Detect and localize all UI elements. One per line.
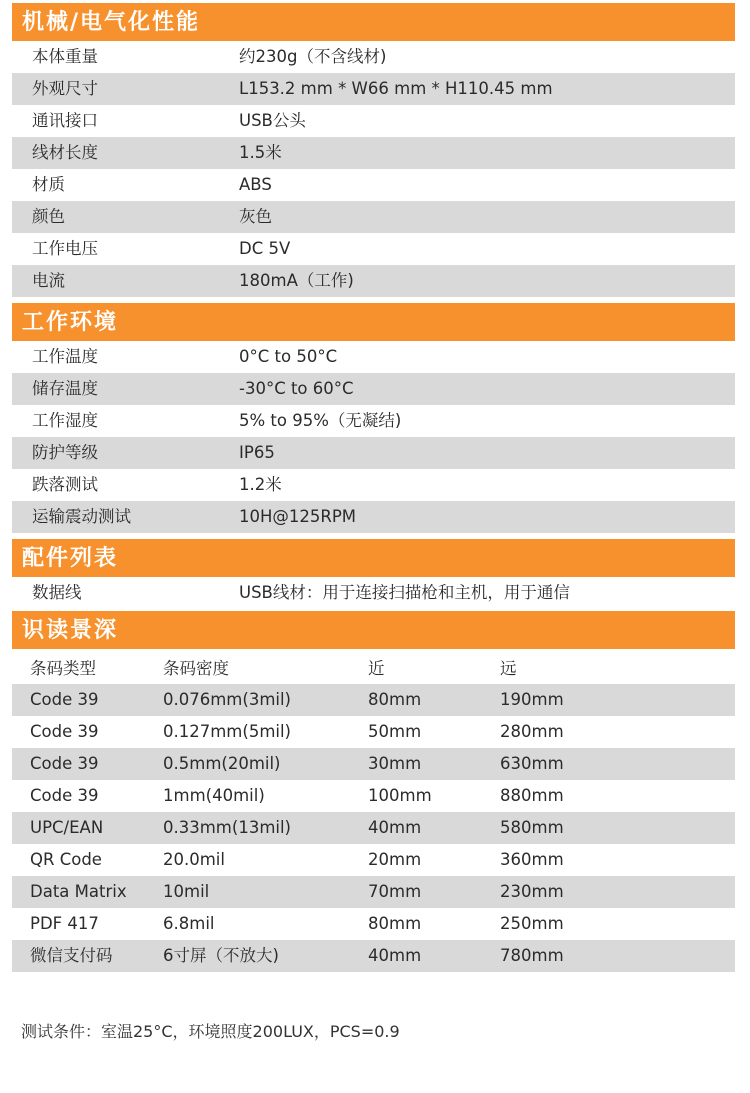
spec-row-voltage (12, 233, 735, 265)
table-row (12, 940, 735, 972)
spec-label: 防护等级 (32, 443, 98, 462)
cell-barcode-type: UPC/EAN (30, 818, 104, 837)
spec-row-dimensions (12, 73, 735, 105)
spec-label: 数据线 (32, 583, 82, 602)
spec-row-color (12, 201, 735, 233)
column-header-barcode-type: 条码类型 (30, 659, 96, 678)
column-header-near: 近 (368, 659, 385, 678)
cell-density: 20.0mil (163, 850, 225, 869)
spec-label: 材质 (32, 175, 65, 194)
column-header-density: 条码密度 (163, 659, 229, 678)
depth-table-header (12, 653, 735, 685)
spec-label: 颜色 (32, 207, 65, 226)
table-row (12, 716, 735, 748)
spec-value: USB公头 (239, 111, 306, 130)
spec-row-storage-temp (12, 373, 735, 405)
cell-near: 40mm (368, 818, 422, 837)
cell-density: 0.5mm(20mil) (163, 754, 281, 773)
spec-row-data-cable (12, 577, 735, 609)
cell-near: 100mm (368, 786, 432, 805)
table-row (12, 748, 735, 780)
spec-row-vibration-test (12, 501, 735, 533)
table-row (12, 780, 735, 812)
spec-value: USB线材：用于连接扫描枪和主机，用于通信 (239, 583, 570, 602)
cell-far: 250mm (500, 914, 564, 933)
cell-near: 70mm (368, 882, 422, 901)
cell-near: 80mm (368, 690, 422, 709)
spec-value: IP65 (239, 443, 275, 462)
cell-density: 1mm(40mil) (163, 786, 265, 805)
spec-value: ABS (239, 175, 272, 194)
cell-far: 880mm (500, 786, 564, 805)
spec-row-current (12, 265, 735, 297)
cell-near: 50mm (368, 722, 422, 741)
spec-label: 本体重量 (32, 47, 98, 66)
spec-value: 5% to 95%（无凝结) (239, 411, 402, 430)
cell-barcode-type: Code 39 (30, 754, 99, 773)
cell-barcode-type: Data Matrix (30, 882, 127, 901)
cell-density: 10mil (163, 882, 210, 901)
spec-value: 180mA（工作) (239, 271, 354, 290)
spec-value: -30°C to 60°C (239, 379, 354, 398)
cell-density: 6寸屏（不放大) (163, 946, 279, 965)
cell-far: 630mm (500, 754, 564, 773)
section-header-environment: 工作环境 (12, 303, 735, 341)
cell-density: 0.33mm(13mil) (163, 818, 291, 837)
table-row (12, 876, 735, 908)
spec-value: 0°C to 50°C (239, 347, 338, 366)
cell-near: 30mm (368, 754, 422, 773)
cell-density: 0.076mm(3mil) (163, 690, 291, 709)
spec-label: 外观尺寸 (32, 79, 98, 98)
spec-value: 1.2米 (239, 475, 282, 494)
cell-density: 0.127mm(5mil) (163, 722, 291, 741)
table-row (12, 684, 735, 716)
section-header-accessories: 配件列表 (12, 539, 735, 577)
cell-near: 80mm (368, 914, 422, 933)
column-header-far: 远 (500, 659, 517, 678)
cell-barcode-type: QR Code (30, 850, 102, 869)
spec-row-material (12, 169, 735, 201)
spec-label: 运输震动测试 (32, 507, 131, 526)
test-conditions-note: 测试条件：室温25°C，环境照度200LUX，PCS=0.9 (21, 1022, 400, 1041)
spec-row-weight (12, 41, 735, 73)
spec-row-interface (12, 105, 735, 137)
spec-value: 约230g（不含线材) (239, 47, 387, 66)
cell-density: 6.8mil (163, 914, 215, 933)
cell-far: 230mm (500, 882, 564, 901)
spec-label: 工作温度 (32, 347, 98, 366)
spec-value: 灰色 (239, 207, 272, 226)
spec-row-drop-test (12, 469, 735, 501)
cell-far: 190mm (500, 690, 564, 709)
spec-row-operating-temp (12, 341, 735, 373)
cell-barcode-type: Code 39 (30, 690, 99, 709)
cell-barcode-type: Code 39 (30, 786, 99, 805)
spec-label: 电流 (32, 271, 65, 290)
spec-value: DC 5V (239, 239, 291, 258)
table-row (12, 844, 735, 876)
cell-barcode-type: Code 39 (30, 722, 99, 741)
cell-near: 20mm (368, 850, 422, 869)
spec-value: 10H@125RPM (239, 507, 357, 526)
spec-label: 跌落测试 (32, 475, 98, 494)
table-row (12, 812, 735, 844)
spec-row-cable-length (12, 137, 735, 169)
cell-far: 580mm (500, 818, 564, 837)
table-row (12, 908, 735, 940)
spec-value: L153.2 mm * W66 mm * H110.45 mm (239, 79, 553, 98)
cell-barcode-type: PDF 417 (30, 914, 99, 933)
section-header-read-depth: 识读景深 (12, 611, 735, 649)
spec-label: 工作电压 (32, 239, 98, 258)
cell-far: 280mm (500, 722, 564, 741)
cell-far: 360mm (500, 850, 564, 869)
spec-label: 线材长度 (32, 143, 98, 162)
spec-row-humidity (12, 405, 735, 437)
spec-row-protection (12, 437, 735, 469)
section-header-mechanical: 机械/电气化性能 (12, 3, 735, 41)
cell-near: 40mm (368, 946, 422, 965)
spec-label: 储存温度 (32, 379, 98, 398)
spec-label: 通讯接口 (32, 111, 98, 130)
spec-label: 工作湿度 (32, 411, 98, 430)
cell-far: 780mm (500, 946, 564, 965)
spec-value: 1.5米 (239, 143, 282, 162)
cell-barcode-type: 微信支付码 (30, 946, 113, 965)
